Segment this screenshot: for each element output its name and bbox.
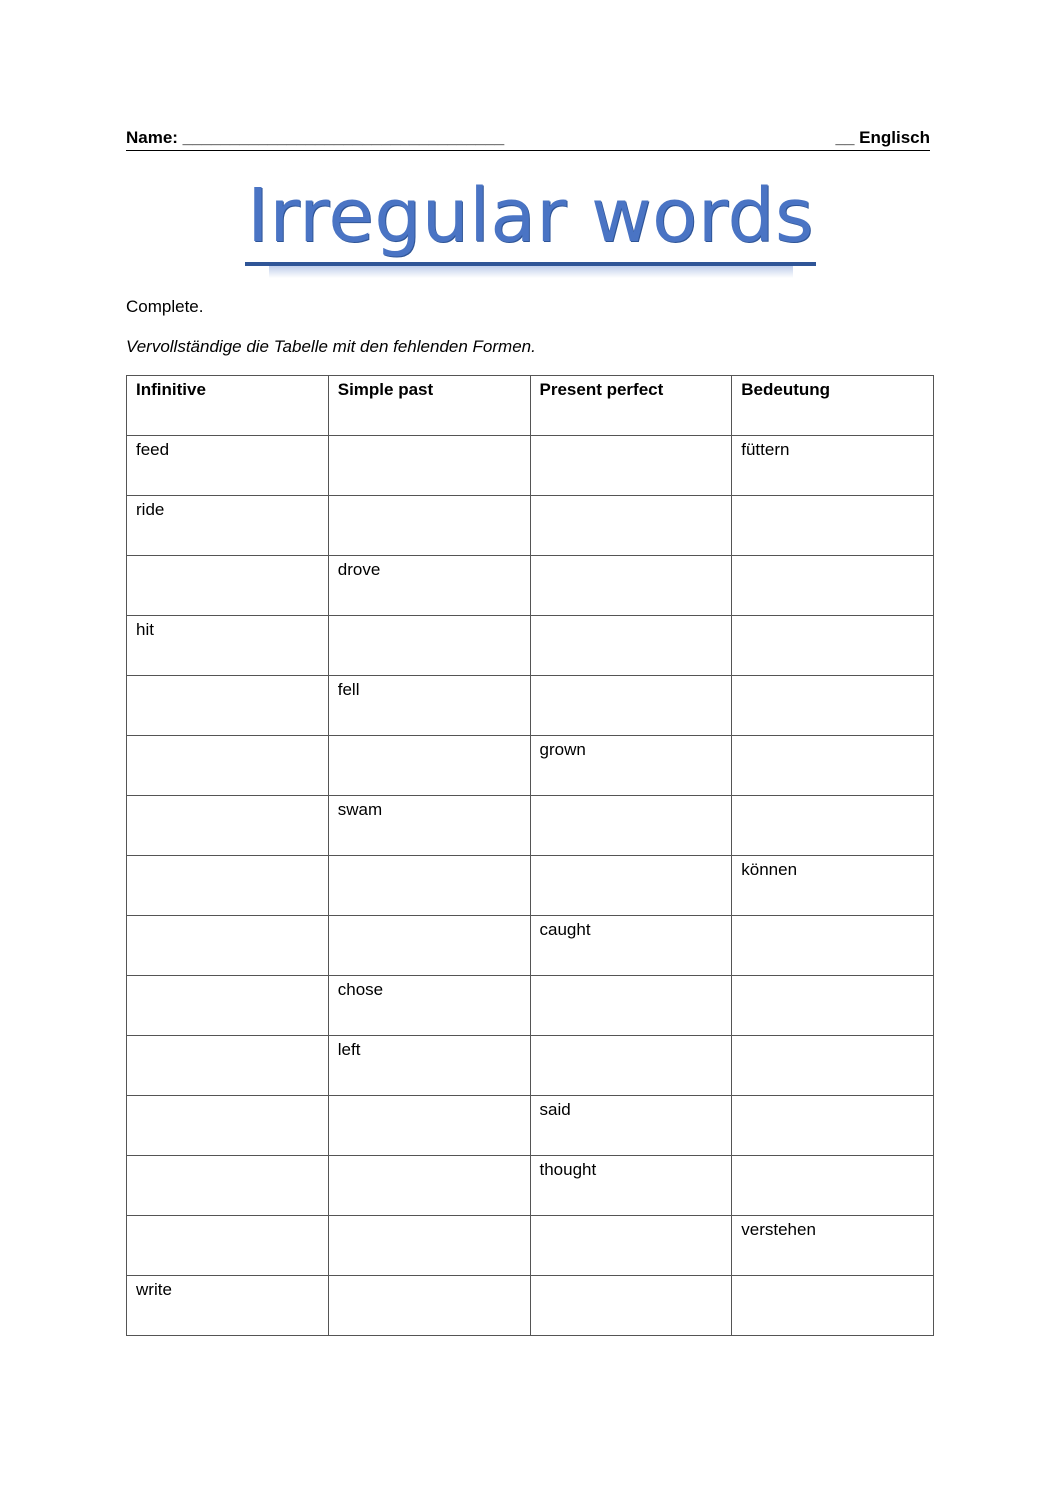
cell-bedeutung[interactable] bbox=[732, 736, 934, 796]
cell-bedeutung[interactable] bbox=[732, 556, 934, 616]
column-header-simple-past: Simple past bbox=[328, 376, 530, 436]
table-row bbox=[127, 436, 934, 496]
table-row bbox=[127, 1156, 934, 1216]
cell-simple-past[interactable] bbox=[328, 1276, 530, 1336]
cell-bedeutung[interactable] bbox=[732, 1276, 934, 1336]
cell-infinitive[interactable] bbox=[127, 1156, 329, 1216]
table-row bbox=[127, 616, 934, 676]
cell-present-perfect[interactable] bbox=[530, 616, 732, 676]
cell-infinitive[interactable]: hit bbox=[127, 616, 329, 676]
cell-simple-past[interactable] bbox=[328, 916, 530, 976]
cell-infinitive[interactable] bbox=[127, 856, 329, 916]
table-row bbox=[127, 1096, 934, 1156]
cell-present-perfect[interactable] bbox=[530, 436, 732, 496]
cell-present-perfect[interactable] bbox=[530, 796, 732, 856]
header-line bbox=[126, 128, 930, 151]
table-row bbox=[127, 736, 934, 796]
table-row bbox=[127, 496, 934, 556]
table-row bbox=[127, 796, 934, 856]
cell-present-perfect[interactable]: thought bbox=[530, 1156, 732, 1216]
table-row bbox=[127, 1216, 934, 1276]
column-header-infinitive: Infinitive bbox=[127, 376, 329, 436]
name-label: Name: __________________________________ bbox=[126, 128, 505, 147]
cell-simple-past[interactable] bbox=[328, 616, 530, 676]
cell-simple-past[interactable] bbox=[328, 496, 530, 556]
table-body bbox=[127, 436, 934, 1336]
cell-bedeutung[interactable] bbox=[732, 676, 934, 736]
cell-present-perfect[interactable] bbox=[530, 556, 732, 616]
cell-present-perfect[interactable]: said bbox=[530, 1096, 732, 1156]
table-row bbox=[127, 916, 934, 976]
cell-infinitive[interactable] bbox=[127, 1096, 329, 1156]
cell-simple-past[interactable] bbox=[328, 856, 530, 916]
cell-infinitive[interactable]: ride bbox=[127, 496, 329, 556]
title-reflection bbox=[269, 266, 793, 278]
cell-bedeutung[interactable] bbox=[732, 616, 934, 676]
cell-present-perfect[interactable] bbox=[530, 1276, 732, 1336]
table-row bbox=[127, 676, 934, 736]
cell-simple-past[interactable] bbox=[328, 436, 530, 496]
cell-bedeutung[interactable] bbox=[732, 796, 934, 856]
cell-infinitive[interactable] bbox=[127, 916, 329, 976]
column-header-present-perfect: Present perfect bbox=[530, 376, 732, 436]
cell-bedeutung[interactable]: füttern bbox=[732, 436, 934, 496]
cell-infinitive[interactable]: write bbox=[127, 1276, 329, 1336]
cell-present-perfect[interactable] bbox=[530, 1036, 732, 1096]
cell-simple-past[interactable]: chose bbox=[328, 976, 530, 1036]
cell-infinitive[interactable]: feed bbox=[127, 436, 329, 496]
cell-simple-past[interactable] bbox=[328, 1216, 530, 1276]
cell-present-perfect[interactable] bbox=[530, 856, 732, 916]
cell-bedeutung[interactable]: können bbox=[732, 856, 934, 916]
instruction-english: Complete. bbox=[126, 297, 204, 316]
cell-infinitive[interactable] bbox=[127, 736, 329, 796]
cell-bedeutung[interactable] bbox=[732, 1156, 934, 1216]
cell-present-perfect[interactable]: caught bbox=[530, 916, 732, 976]
cell-bedeutung[interactable] bbox=[732, 916, 934, 976]
cell-simple-past[interactable]: swam bbox=[328, 796, 530, 856]
cell-bedeutung[interactable] bbox=[732, 976, 934, 1036]
cell-present-perfect[interactable] bbox=[530, 496, 732, 556]
cell-present-perfect[interactable] bbox=[530, 976, 732, 1036]
cell-simple-past[interactable]: fell bbox=[328, 676, 530, 736]
subject-label: __ Englisch bbox=[835, 128, 930, 147]
cell-infinitive[interactable] bbox=[127, 556, 329, 616]
cell-infinitive[interactable] bbox=[127, 1036, 329, 1096]
column-header-bedeutung: Bedeutung bbox=[732, 376, 934, 436]
cell-present-perfect[interactable] bbox=[530, 676, 732, 736]
table-header-row bbox=[127, 376, 934, 436]
table-row bbox=[127, 1276, 934, 1336]
cell-bedeutung[interactable] bbox=[732, 496, 934, 556]
cell-simple-past[interactable] bbox=[328, 736, 530, 796]
table-row bbox=[127, 1036, 934, 1096]
cell-infinitive[interactable] bbox=[127, 676, 329, 736]
instruction-german: Vervollständige die Tabelle mit den fehlenden Formen. bbox=[126, 337, 536, 356]
cell-infinitive[interactable] bbox=[127, 796, 329, 856]
cell-present-perfect[interactable]: grown bbox=[530, 736, 732, 796]
cell-infinitive[interactable] bbox=[127, 976, 329, 1036]
cell-simple-past[interactable]: left bbox=[328, 1036, 530, 1096]
table-row bbox=[127, 976, 934, 1036]
verb-table bbox=[126, 375, 934, 1336]
cell-present-perfect[interactable] bbox=[530, 1216, 732, 1276]
cell-simple-past[interactable] bbox=[328, 1096, 530, 1156]
cell-infinitive[interactable] bbox=[127, 1216, 329, 1276]
cell-simple-past[interactable]: drove bbox=[328, 556, 530, 616]
cell-simple-past[interactable] bbox=[328, 1156, 530, 1216]
table-row bbox=[127, 856, 934, 916]
cell-bedeutung[interactable] bbox=[732, 1096, 934, 1156]
page-title: Irregular words bbox=[245, 170, 816, 266]
cell-bedeutung[interactable] bbox=[732, 1036, 934, 1096]
table-row bbox=[127, 556, 934, 616]
cell-bedeutung[interactable]: verstehen bbox=[732, 1216, 934, 1276]
title-block bbox=[0, 170, 1061, 278]
